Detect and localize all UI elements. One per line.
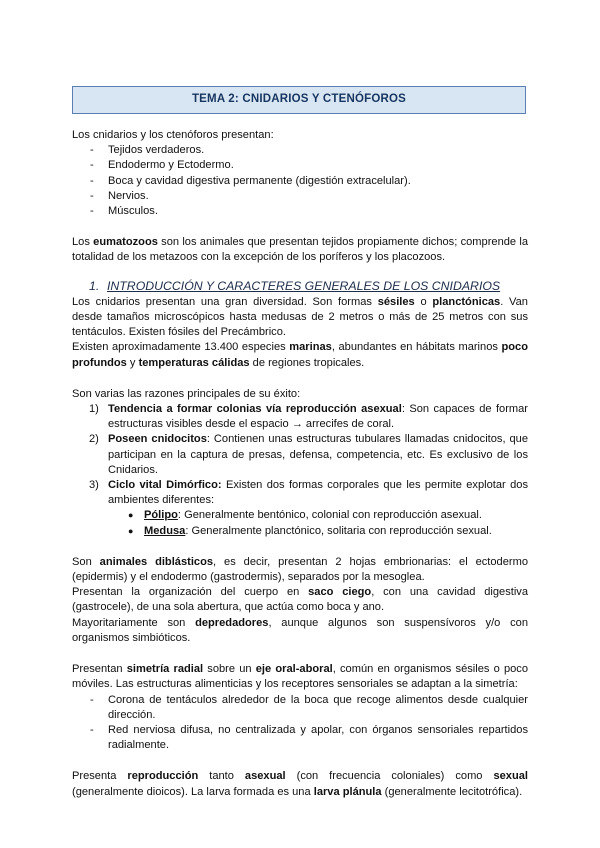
section-heading-1 bbox=[72, 279, 528, 294]
list-item: 1) Tendencia a formar colonias vía reproducción asexual: Son capaces de formar estructuras visibles desde el espacio → arrecifes de coral. bbox=[89, 403, 528, 431]
list-item: - Boca y cavidad digestiva permanente (digestión extracelular). bbox=[72, 174, 528, 189]
list-item: 3) Ciclo vital Dimórfico: Existen dos formas corporales que les permite explotar dos ambientes diferentes: bbox=[89, 479, 528, 507]
document-page bbox=[72, 86, 528, 800]
eumatozoos-paragraph: Los eumatozoos son los animales que presentan tejidos propiamente dichos; comprende la totalidad de los metazoos con la excepción de los poríferos y los placozoos. bbox=[72, 236, 529, 264]
list-item: - Tejidos verdaderos. bbox=[72, 143, 528, 158]
simetria-paragraph: Presentan simetría radial sobre un eje oral-aboral, común en organismos sésiles o poco móviles. Las estructuras alimenticias y los receptores sensoriales se adaptan a la simetría: bbox=[72, 663, 529, 691]
list-item: ● Pólipo: Generalmente bentónico, colonial con reproducción asexual. bbox=[72, 508, 528, 523]
section-number: 1. bbox=[89, 278, 100, 293]
section-title: INTRODUCCIÓN Y CARACTERES GENERALES DE LOS CNIDARIOS bbox=[107, 278, 501, 293]
species-paragraph: Existen aproximadamente 13.400 especies marinas, abundantes en hábitats marinos poco profundos y temperaturas cálidas de regiones tropicales. bbox=[72, 341, 528, 369]
diversity-paragraph: Los cnidarios presentan una gran diversidad. Son formas sésiles o planctónicas. Van desde tamaños microscópicos hasta medusas de 2 metros o más de 25 metros con sus tentáculos. Existen fósiles del Precámbrico. bbox=[72, 295, 528, 339]
intro-paragraph: Los cnidarios y los ctenóforos presentan: bbox=[72, 129, 274, 141]
page-title bbox=[72, 86, 526, 114]
list-item: - Músculos. bbox=[72, 204, 528, 219]
reasons-list bbox=[72, 402, 528, 508]
forms-list bbox=[72, 508, 528, 538]
list-item: ● Medusa: Generalmente planctónico, solitaria con reproducción sexual. bbox=[72, 524, 528, 539]
list-item: - Nervios. bbox=[72, 189, 528, 204]
reasons-intro: Son varias las razones principales de su éxito: bbox=[72, 387, 301, 400]
list-item: - Endodermo y Ectodermo. bbox=[72, 158, 528, 173]
page-title-text: TEMA 2: CNIDARIOS Y CTENÓFOROS bbox=[191, 93, 407, 106]
depredadores-paragraph: Mayoritariamente son depredadores, aunque algunos son suspensívoros y/o con organismos simbióticos. bbox=[72, 616, 528, 644]
reproduccion-paragraph: Presenta reproducción tanto asexual (con frecuencia coloniales) como sexual (generalmente dioicos). La larva formada es una larva plánula (generalmente lecitotrófica). bbox=[72, 770, 529, 798]
list-item: 2) Poseen cnidocitos: Contienen unas estructuras tubulares llamadas cnidocitos, que participan en la captura de presas, defensa, competencia, etc. Es exclusivo de los Cnidarios. bbox=[89, 433, 528, 476]
list-item: - Corona de tentáculos alrededor de la boca que recoge alimentos desde cualquier dirección. bbox=[72, 693, 528, 723]
simetria-list bbox=[72, 693, 528, 754]
saco-paragraph: Presentan la organización del cuerpo en saco ciego, con una cavidad digestiva (gastrocele), de una sola abertura, que actúa como boca y ano. bbox=[72, 586, 529, 614]
intro-list bbox=[72, 143, 528, 219]
diblastic-paragraph: Son animales diblásticos, es decir, presentan 2 hojas embrionarias: el ectodermo (epidermis) y el endodermo (gastrodermis), separados por la mesoglea. bbox=[72, 555, 528, 584]
list-item: - Red nerviosa difusa, no centralizada y apolar, con órganos sensoriales repartidos radialmente. bbox=[72, 723, 528, 753]
